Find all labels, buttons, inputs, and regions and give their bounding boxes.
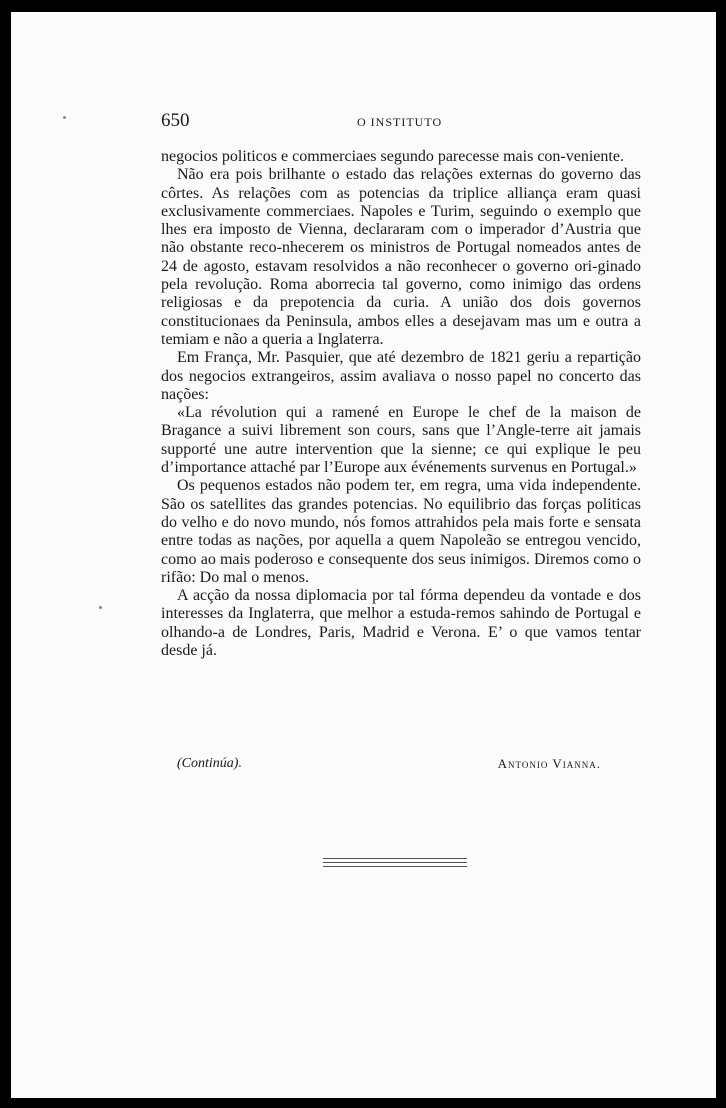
paper-speck — [99, 606, 102, 609]
paragraph: negocios politicos e commerciaes segundo parecesse mais con-veniente. — [161, 148, 624, 165]
page-number: 650 — [161, 110, 190, 131]
body-text — [161, 148, 641, 660]
paragraph: Em França, Mr. Pasquier, que até dezembro de 1821 geriu a repartição dos negocios extrangeiros, assim avaliava o nosso papel no concerto das nações: — [161, 349, 641, 403]
running-title: O INSTITUTO — [357, 115, 443, 129]
paragraph: A acção da nossa diplomacia por tal fórma dependeu da vontade e dos interesses da Inglaterra, que melhor a estuda-remos sahindo de Portugal e olhando-a de Londres, Paris, Madrid e Verona. E’ o que vamos tentar desde já. — [161, 587, 641, 660]
paragraph: Os pequenos estados não podem ter, em regra, uma vida independente. São os satellites das grandes potencias. No equilibrio das forças politicas do velho e do novo mundo, nós fomos attrahidos pela mais forte e sensata entre todas as nações, por aquella a quem Napoleão se entregou vencido, como ao mais poderoso e consequente dos seus inimigos. Diremos como o rifão: Do mal o menos. — [161, 477, 641, 586]
author-signature: Antonio Vianna. — [497, 756, 601, 771]
continuation-note: (Continúa). — [177, 756, 242, 771]
signature-row — [177, 756, 601, 776]
quotation-paragraph: «La révolution qui a ramené en Europe le chef de la maison de Bragance a suivi librement son cours, sans que l’Angle-terre ait jamais supporté une autre intervention que la sienne; ce qui explique le peu d’importance attaché par l’Europe aux événements survenus en Portugal.» — [161, 404, 641, 477]
divider-rule — [323, 858, 467, 859]
paper-speck — [63, 116, 66, 119]
paragraph: Não era pois brilhante o estado das relações externas do governo das côrtes. As relações com as potencias da triplice alliança eram quasi exclusivamente commerciaes. Napoles e Turim, seguindo o exemplo que lhes era imposto de Vienna, declararam com o imperador d’Austria que não obstante reco-nhecerem os ministros de Portugal nomeados antes de 24 de agosto, estavam resolvidos a não reconhecer o governo ori-ginado pela revolução. Roma aborrecia tal governo, como inimigo das ordens religiosas e da prepotencia da curia. A união dos dois governos constitucionaes da Peninsula, ambos elles a desejavam mas um e outra a temiam e não a queria a Inglaterra. — [161, 166, 641, 348]
document-page — [11, 12, 716, 1098]
divider-rule — [323, 862, 467, 863]
divider-rule — [323, 866, 467, 867]
page-header — [161, 110, 641, 134]
